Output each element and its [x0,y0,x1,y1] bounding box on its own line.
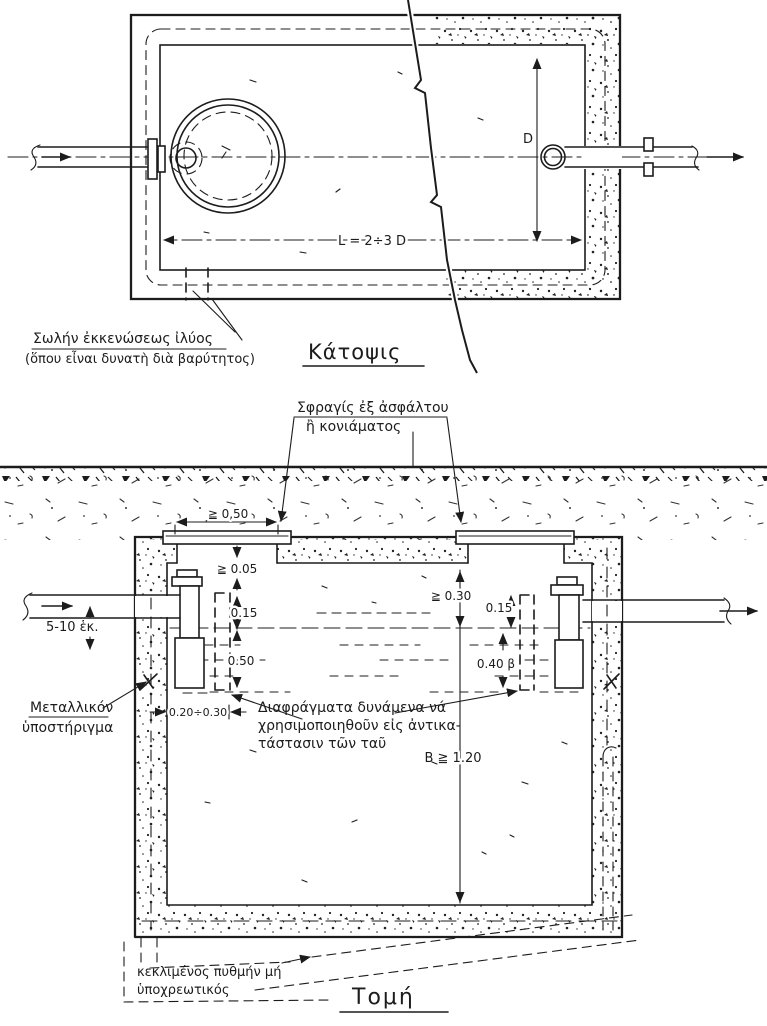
plan-outlet-flange-bottom [644,163,653,176]
inlet-pipe-break [23,593,32,620]
left-cover-slab [163,531,291,544]
cover-width-dim: ≧ 0,50 [207,507,249,521]
diaphragm-note-line3: τάστασιν τῶν ταῦ [258,736,387,752]
inlet-wall-mask [135,596,179,617]
lbaffle-below-dim: 0.50 [227,654,255,668]
excavation-dash-horizontal [124,1000,330,1002]
plan-dim-length-label: L = 2÷3 D [338,234,406,249]
plan-dim-diameter-label: D [523,132,534,147]
bottom-note-line2: ὑποχρεωτικός [137,983,230,998]
bottom-note-line1: κεκλιμένος πυθμήν μή [137,965,282,980]
right-cover-slab [456,531,574,544]
sludge-leader-2 [212,299,242,340]
inclined-bottom-line2 [255,940,640,990]
sludge-pipe-label: Σωλήν ἐκκενώσεως ἰλύος [33,331,213,347]
sludge-pipe-note: (ὅπου εἶναι δυνατὴ διὰ βαρύτητος) [25,352,255,367]
right-tee-cap [551,585,583,595]
diaphragm-note-line2: χρησιμοποιηθοῦν εἰς ἀντικα- [258,718,461,734]
rbaffle-below-dim: 0.40 β [476,657,516,671]
right-tee-pipe [559,595,579,640]
inclined-bottom-arrow [282,957,310,963]
manhole-dashed-circle [184,112,272,200]
manhole-center-mark [222,146,230,158]
left-tee-pipe [180,586,199,638]
plan-inlet-tee-circle [176,148,196,168]
section-view [0,400,767,1012]
section-title: Τομή [352,985,415,1010]
inlet-height-dim: 5-10 ἑκ. [46,620,99,635]
ground-hatch [0,467,767,481]
wall-gap-dim: 0.20÷0.30 [168,706,228,719]
diaphragm-note-line1: Διαφράγματα δυνάμενα νά [258,700,447,716]
right-tee-stub [557,577,577,585]
plan-inlet-flange-outer [148,139,157,179]
depth-dim: B ≧ 1.20 [424,751,482,766]
left-tee-stub [177,570,197,577]
cover-recess-dim: ≧ 0.05 [216,562,258,576]
plan-inlet-flange-inner [158,146,165,172]
plan-outlet-flange-top [644,138,653,151]
freeboard-dim: ≧ 0.30 [430,589,472,603]
plan-view [8,0,745,373]
left-tee-foot [175,638,204,688]
seal-label-line1: Σφραγίς ἐξ ἀσφάλτου [297,400,449,416]
manhole-inner-circle [177,105,279,207]
metal-support-line1: Μεταλλικόν [30,700,114,716]
sludge-leader-1 [193,291,235,332]
plan-break-line-halo [408,0,477,373]
seal-label-line2: ἢ κονιάματος [306,419,402,435]
manhole-outer-circle [171,99,285,213]
rbaffle-above-dim: 0.15 [485,601,513,615]
left-tee-cap [172,577,202,586]
plan-title: Κάτοψις [308,340,402,364]
plan-outlet-pipe-mask [584,146,622,169]
metal-support-line2: ὑποστήριγμα [22,720,114,736]
lbaffle-above-dim: 0.15 [230,606,258,620]
right-tee-foot [555,640,583,688]
